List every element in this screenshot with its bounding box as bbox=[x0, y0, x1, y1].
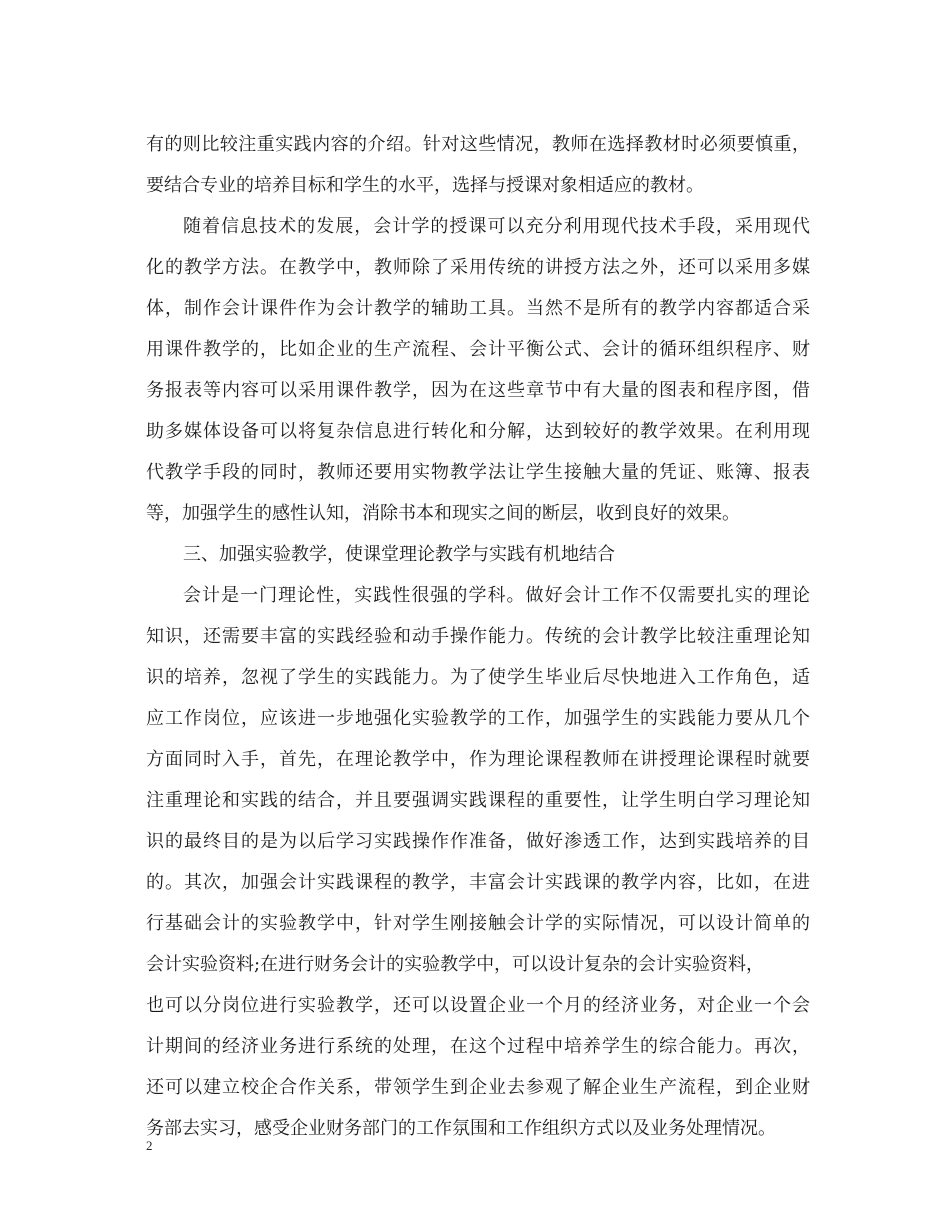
text-line: 识的培养，忽视了学生的实践能力。为了使学生毕业后尽快地进入工作角色，适 bbox=[146, 667, 810, 688]
text-line: 助多媒体设备可以将复杂信息进行转化和分解，达到较好的教学效果。在利用现 bbox=[146, 421, 810, 442]
body-text bbox=[146, 124, 810, 1149]
text-line: 有的则比较注重实践内容的介绍。针对这些情况，教师在选择教材时必须要慎重， bbox=[146, 134, 810, 155]
text-line: 用课件教学的，比如企业的生产流程、会计平衡公式、会计的循环组织程序、财 bbox=[146, 339, 810, 360]
text-line: 方面同时入手，首先，在理论教学中，作为理论课程教师在讲授理论课程时就要 bbox=[146, 749, 810, 770]
text-line: 应工作岗位，应该进一步地强化实验教学的工作，加强学生的实践能力要从几个 bbox=[146, 708, 810, 729]
text-line: 随着信息技术的发展，会计学的授课可以充分利用现代技术手段，采用现代 bbox=[183, 216, 810, 237]
text-line: 的。其次，加强会计实践课程的教学，丰富会计实践课的教学内容，比如，在进 bbox=[146, 872, 810, 893]
text-line: 识的最终目的是为以后学习实践操作作准备，做好渗透工作，达到实践培养的目 bbox=[146, 831, 810, 852]
text-line: 也可以分岗位进行实验教学，还可以设置企业一个月的经济业务，对企业一个会 bbox=[146, 995, 810, 1016]
text-line: 化的教学方法。在教学中，教师除了采用传统的讲授方法之外，还可以采用多媒 bbox=[146, 257, 810, 278]
text-line: 计期间的经济业务进行系统的处理，在这个过程中培养学生的综合能力。再次， bbox=[146, 1036, 810, 1057]
text-line: 知识，还需要丰富的实践经验和动手操作能力。传统的会计教学比较注重理论知 bbox=[146, 626, 810, 647]
section-heading: 三、加强实验教学，使课堂理论教学与实践有机地结合 bbox=[183, 544, 615, 565]
text-line: 会计实验资料;在进行财务会计的实验教学中，可以设计复杂的会计实验资料， bbox=[146, 954, 765, 975]
text-line: 要结合专业的培养目标和学生的水平，选择与授课对象相适应的教材。 bbox=[146, 175, 704, 196]
page-number: 2 bbox=[146, 1138, 153, 1153]
text-line: 行基础会计的实验教学中，针对学生刚接触会计学的实际情况，可以设计简单的 bbox=[146, 913, 810, 934]
text-line: 等，加强学生的感性认知，消除书本和现实之间的断层，收到良好的效果。 bbox=[146, 503, 740, 524]
text-line: 还可以建立校企合作关系，带领学生到企业去参观了解企业生产流程，到企业财 bbox=[146, 1077, 810, 1098]
text-line: 务报表等内容可以采用课件教学，因为在这些章节中有大量的图表和程序图，借 bbox=[146, 380, 810, 401]
text-line: 务部去实习，感受企业财务部门的工作氛围和工作组织方式以及业务处理情况。 bbox=[146, 1118, 776, 1139]
text-line: 体，制作会计课件作为会计教学的辅助工具。当然不是所有的教学内容都适合采 bbox=[146, 298, 810, 319]
text-line: 代教学手段的同时，教师还要用实物教学法让学生接触大量的凭证、账簿、报表 bbox=[146, 462, 810, 483]
text-line: 注重理论和实践的结合，并且要强调实践课程的重要性，让学生明白学习理论知 bbox=[146, 790, 810, 811]
text-line: 会计是一门理论性，实践性很强的学科。做好会计工作不仅需要扎实的理论 bbox=[183, 585, 810, 606]
